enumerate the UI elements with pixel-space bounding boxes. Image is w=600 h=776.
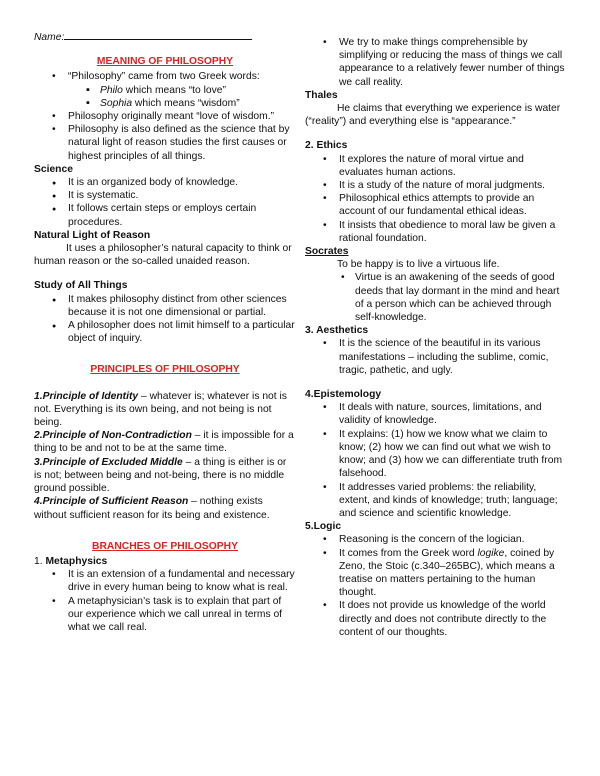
principle-title: 1.Principle of Identity bbox=[34, 390, 139, 402]
logic-text: It comes from the Greek word bbox=[339, 547, 478, 559]
study-item: ● A philosopher does not limit himself to a particular object of inquiry. bbox=[34, 319, 296, 345]
principle-text: – it is impossible for a thing to be and not to be at the same time. bbox=[34, 430, 294, 455]
science-item: ● It follows certain steps or employs certain procedures. bbox=[34, 202, 296, 228]
epistemology-item: • It deals with nature, sources, limitations, and validity of knowledge. bbox=[305, 401, 567, 427]
logic-list bbox=[305, 533, 567, 639]
ethics-item: • Philosophical ethics attempts to provide an account of our fundamental ethical ideas. bbox=[305, 192, 567, 218]
ethics-heading: 2. Ethics bbox=[305, 140, 348, 152]
principle-text: – nothing exists without sufficient reason for its being and existence. bbox=[34, 496, 270, 521]
socrates-item: • Virtue is an awakening of the seeds of good deeds that lay dormant in the mind and heart of a person which can be achieved through self-knowledge. bbox=[305, 271, 567, 324]
thales-text: He claims that everything we experience is water (“reality”) and everything else is “appearance.” bbox=[305, 103, 561, 128]
principle-text: – a thing is either is or is not; between being and not-being, there is no middle ground possible. bbox=[34, 456, 287, 495]
principle-title: 2.Principle of Non-Contradiction bbox=[34, 430, 192, 442]
name-field bbox=[34, 30, 296, 44]
logic-greek-word: logike bbox=[477, 547, 505, 559]
principles-heading: PRINCIPLES OF PHILOSOPHY bbox=[90, 364, 240, 376]
science-list bbox=[34, 176, 296, 229]
name-blank-line[interactable] bbox=[64, 30, 252, 40]
epistemology-list bbox=[305, 401, 567, 520]
principle-sufficient-reason bbox=[34, 495, 296, 521]
appearance-list bbox=[305, 36, 567, 89]
principle-identity bbox=[34, 390, 296, 430]
meaning-list-2 bbox=[34, 110, 296, 163]
epistemology-item: • It addresses varied problems: the reliability, extent, and kinds of knowledge; truth; language; and science and scientific knowledge. bbox=[305, 481, 567, 521]
metaphysics-title: Metaphysics bbox=[45, 555, 108, 567]
socrates-text: To be happy is to live a virtuous life. bbox=[337, 259, 500, 271]
aesthetics-item: • It is the science of the beautiful in its various manifestations – including the sublime, comic, tragic, pathetic, and ugly. bbox=[305, 337, 567, 377]
ethics-item: • It insists that obedience to moral law be given a rational foundation. bbox=[305, 219, 567, 245]
epistemology-item: • It explains: (1) how we know what we claim to know; (2) how we can find out what we wish to know; and (3) how we can differentiate truth from falsehood. bbox=[305, 428, 567, 481]
natural-light-text: It uses a philosopher’s natural capacity to think or human reason or the so-called unaided reason. bbox=[34, 243, 292, 268]
left-column bbox=[34, 30, 296, 634]
meaning-list bbox=[34, 70, 296, 83]
study-item: ● It makes philosophy distinct from other sciences because it is not one dimensional or partial. bbox=[34, 293, 296, 319]
greek-word-meaning: which means “to love” bbox=[122, 84, 226, 96]
ethics-item: • It explores the nature of moral virtue and evaluates human actions. bbox=[305, 153, 567, 179]
metaphysics-list bbox=[34, 568, 296, 634]
greek-word-meaning: which means “wisdom” bbox=[132, 97, 240, 109]
principle-title: 4.Principle of Sufficient Reason bbox=[34, 496, 189, 508]
logic-item: • Reasoning is the concern of the logician. bbox=[305, 533, 567, 546]
meaning-item: • Philosophy is also defined as the science that by natural light of reason studies the first causes or highest principles of all things. bbox=[34, 123, 296, 163]
ethics-list bbox=[305, 153, 567, 245]
name-label: Name: bbox=[34, 32, 65, 43]
metaphysics-number: 1. bbox=[34, 555, 46, 567]
science-heading: Science bbox=[34, 163, 73, 175]
meaning-heading: MEANING OF PHILOSOPHY bbox=[96, 56, 234, 68]
logic-heading: 5.Logic bbox=[305, 521, 342, 533]
appearance-item: • We try to make things comprehensible by simplifying or reducing the mass of things we call appearance to a relatively fewer number of things we call reality. bbox=[305, 36, 567, 89]
logic-item bbox=[305, 547, 567, 600]
natural-light-heading: Natural Light of Reason bbox=[34, 229, 151, 241]
ethics-item: • It is a study of the nature of moral judgments. bbox=[305, 179, 567, 192]
aesthetics-list bbox=[305, 337, 567, 377]
socrates-list bbox=[305, 271, 567, 324]
study-heading: Study of All Things bbox=[34, 280, 128, 292]
thales-heading: Thales bbox=[305, 89, 338, 101]
principle-text: – whatever is; whatever is not is not. Everything is its own being, and not being is not being. bbox=[34, 390, 287, 429]
study-list bbox=[34, 293, 296, 346]
science-item: ● It is an organized body of knowledge. bbox=[34, 176, 296, 189]
metaphysics-heading bbox=[34, 555, 296, 568]
meaning-item: • Philosophy originally meant “love of wisdom.” bbox=[34, 110, 296, 123]
metaphysics-item: • It is an extension of a fundamental and necessary drive in every human being to know what is real. bbox=[34, 568, 296, 594]
greek-word: Sophia bbox=[100, 97, 133, 109]
greek-word: Philo bbox=[100, 84, 123, 96]
greek-word-item bbox=[34, 97, 296, 110]
metaphysics-item: • A metaphysician’s task is to explain that part of our experience which we call unreal in terms of what we call real. bbox=[34, 595, 296, 635]
logic-text: , coined by Zeno, the Stoic (c.340–265BC), which means a treatise on matters pertaining to the human thought. bbox=[339, 547, 555, 599]
principle-non-contradiction bbox=[34, 429, 296, 455]
epistemology-heading: 4.Epistemology bbox=[305, 389, 382, 401]
logic-item: • It does not provide us knowledge of the world directly and does not contribute directly to the content of our thoughts. bbox=[305, 599, 567, 639]
socrates-heading: Socrates bbox=[305, 246, 349, 258]
right-column bbox=[305, 36, 567, 639]
greek-word-item bbox=[34, 84, 296, 97]
aesthetics-heading: 3. Aesthetics bbox=[305, 325, 369, 337]
greek-words-list bbox=[34, 84, 296, 110]
principle-title: 3.Principle of Excluded Middle bbox=[34, 456, 183, 468]
meaning-item: • “Philosophy” came from two Greek words: bbox=[34, 70, 296, 83]
branches-heading: BRANCHES OF PHILOSOPHY bbox=[92, 540, 238, 552]
science-item: ● It is systematic. bbox=[34, 189, 296, 202]
principle-excluded-middle bbox=[34, 456, 296, 496]
